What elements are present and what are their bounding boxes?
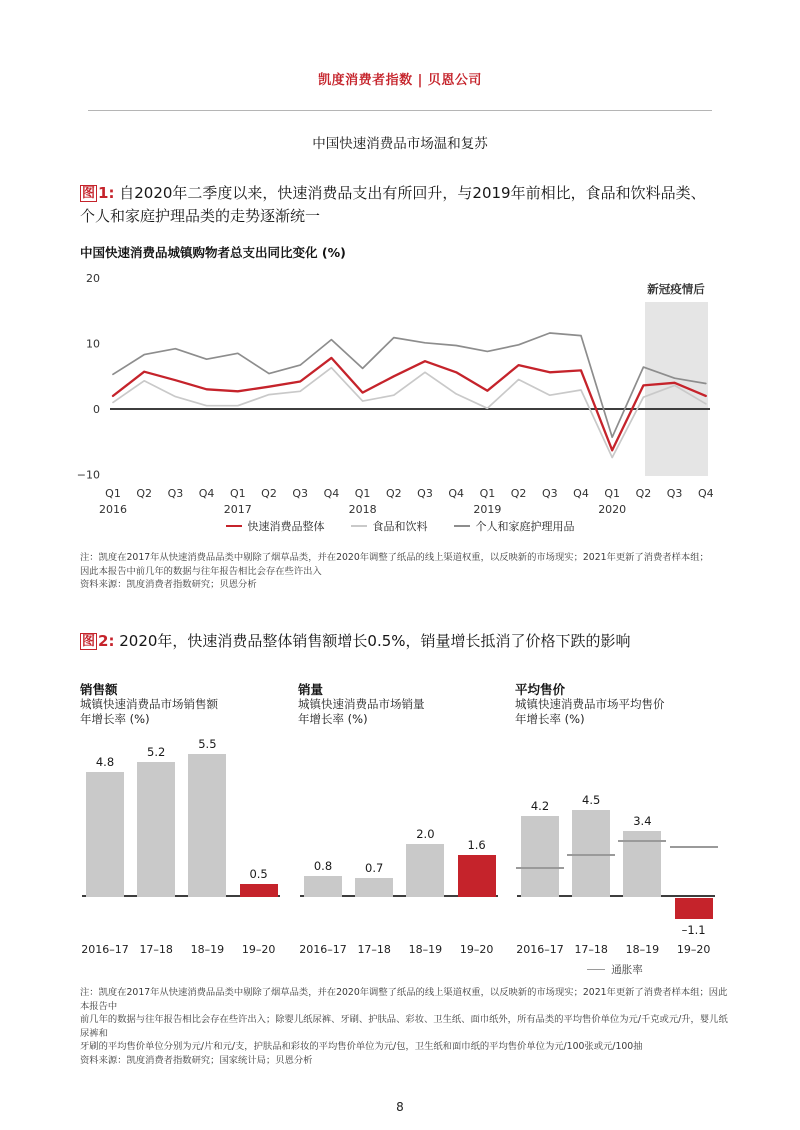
bar-category-label: 19–20 <box>241 943 276 956</box>
bar-value-label: 2.0 <box>416 827 435 841</box>
figure2-badge-icon: 图 <box>82 634 96 649</box>
bar-chart-volume <box>298 666 503 986</box>
x-axis-tick-label: Q2 <box>510 487 527 500</box>
bar-chart-sales-value <box>80 666 285 986</box>
note-line: 前几年的数据与往年报告相比会存在些许出入；除婴儿纸尿裤、牙刷、护肤品、彩妆、卫生纸、面巾纸外，所有品类的平均售价单位为元/千克或元/升，婴儿纸尿裤和 <box>80 1014 728 1039</box>
bar-value-label: 5.5 <box>198 737 217 751</box>
note-line: 牙刷的平均售价单位分别为元/片和元/支，护肤品和彩妆的平均售价单位为元/包，卫生纸和面巾纸的平均售价单位为元/100张或元/100抽 <box>80 1041 643 1052</box>
figure2-number: 2: <box>98 632 115 650</box>
bar-category-label: 18–19 <box>190 943 225 956</box>
x-axis-tick-label: Q3 <box>167 487 184 500</box>
x-axis-tick-label: Q1 <box>604 487 621 500</box>
subtitle-line: 年增长率 (%) <box>80 712 150 726</box>
x-axis-tick-label: Q4 <box>448 487 465 500</box>
figure1-caption-text: 自2020年二季度以来，快速消费品支出有所回升，与2019年前相比，食品和饮料品类、个人和家庭护理品类的走势逐渐统一 <box>80 184 706 225</box>
covid-annotation-label: 新冠疫情后 <box>647 282 705 296</box>
bar-2016–17 <box>304 876 342 897</box>
dark-gray-line-icon <box>454 525 470 528</box>
header-divider <box>88 110 712 111</box>
bar-19–20 <box>240 884 278 897</box>
x-axis-year-label: 2017 <box>223 503 252 516</box>
figure2-notes <box>80 986 730 1067</box>
bar-category-label: 19–20 <box>459 943 494 956</box>
bar-17–18 <box>137 762 175 897</box>
x-axis-tick-label: Q4 <box>573 487 589 500</box>
x-axis-year-label: 2020 <box>598 503 627 516</box>
legend-item-personal-home-care <box>454 518 575 534</box>
x-axis-year-label: 2018 <box>348 503 377 516</box>
legend-item-fmcg-total <box>226 518 325 534</box>
bar-value-label: –1.1 <box>681 923 706 938</box>
y-axis-tick-label: −10 <box>76 468 100 482</box>
inflation-marker <box>670 846 718 848</box>
figure2-caption <box>80 630 716 653</box>
x-axis-tick-label: Q1 <box>479 487 496 500</box>
figure1-notes <box>80 551 730 592</box>
note-line: 因此本报告中前几年的数据与往年报告相比会存在些许出入 <box>80 565 322 577</box>
bar-2016–17 <box>86 772 124 897</box>
x-axis-tick-label: Q2 <box>261 487 277 500</box>
bar-category-label: 19–20 <box>676 943 711 956</box>
subtitle-line: 城镇快速消费品市场销量 <box>298 697 425 711</box>
bar-chart-title: 销量 <box>298 682 324 697</box>
line-chart-legend <box>80 518 720 534</box>
x-axis-tick-label: Q4 <box>697 487 714 500</box>
subtitle-line: 城镇快速消费品市场平均售价 <box>515 697 665 711</box>
bar-category-label: 18–19 <box>408 943 443 956</box>
inflation-legend <box>515 962 715 977</box>
legend-label: 个人和家庭护理用品 <box>475 520 575 533</box>
bar-value-label: 5.2 <box>147 744 166 759</box>
bar-chart-title: 销售额 <box>80 682 118 697</box>
x-axis-tick-label: Q2 <box>635 487 652 500</box>
x-axis-tick-label: Q4 <box>198 487 215 500</box>
bar-value-label: 0.8 <box>313 858 333 873</box>
subtitle-line: 年增长率 (%) <box>298 712 368 726</box>
x-axis-tick-label: Q3 <box>417 487 433 500</box>
bar-19–20 <box>458 855 496 897</box>
bar-value-label: 4.2 <box>530 798 550 813</box>
bar-chart-title: 平均售价 <box>515 682 566 697</box>
y-axis-tick-label: 10 <box>86 337 100 351</box>
bar-category-label: 17–18 <box>139 943 173 956</box>
figure1-line-chart <box>70 265 720 517</box>
page-subtitle: 中国快速消费品市场温和复苏 <box>312 136 488 152</box>
x-axis-year-label: 2019 <box>473 503 502 516</box>
bar-2016–17 <box>521 816 559 897</box>
figure1-badge-icon: 图 <box>82 186 96 201</box>
bar-category-label: 17–18 <box>574 943 608 956</box>
inflation-line-icon <box>587 969 605 971</box>
bar-value-label: 1.6 <box>467 837 486 852</box>
note-line: 资料来源：凯度消费者指数研究；国家统计局；贝恩分析 <box>80 1054 313 1066</box>
note-line: 注：凯度在2017年从快速消费品品类中剔除了烟草品类，并在2020年调整了纸品的线上渠道权重，以反映新的市场现实；2021年更新了消费者样本组；因此本报告中 <box>80 987 728 1012</box>
x-axis-tick-label: Q1 <box>354 487 371 500</box>
x-axis-tick-label: Q3 <box>666 487 683 500</box>
inflation-marker <box>516 867 564 869</box>
light-gray-line-icon <box>351 525 367 528</box>
bar-chart-subtitle <box>80 697 218 727</box>
x-axis-tick-label: Q3 <box>292 487 309 500</box>
subtitle-line: 年增长率 (%) <box>515 712 585 726</box>
bar-value-label: 0.5 <box>249 867 268 881</box>
report-brand: 凯度消费者指数 | 贝恩公司 <box>318 73 482 88</box>
series-line-2 <box>113 333 706 437</box>
inflation-marker <box>567 854 615 856</box>
bar-category-label: 17–18 <box>357 943 391 956</box>
inflation-marker <box>618 840 666 842</box>
red-line-icon <box>226 525 242 528</box>
x-axis-tick-label: Q2 <box>385 487 402 500</box>
page-number: 8 <box>396 1100 404 1114</box>
bar-value-label: 0.7 <box>365 861 384 876</box>
bar-chart-average-price <box>515 666 720 986</box>
note-line: 资料来源：凯度消费者指数研究；贝恩分析 <box>80 579 257 590</box>
inflation-legend-label: 通胀率 <box>611 964 643 976</box>
bar-value-label: 3.4 <box>633 814 652 829</box>
bar-18–19 <box>188 754 226 897</box>
x-axis-tick-label: Q1 <box>105 487 121 500</box>
bar-chart-subtitle <box>515 697 665 727</box>
bar-category-label: 2016–17 <box>299 943 347 956</box>
figure2-caption-text: 2020年，快速消费品整体销售额增长0.5%，销量增长抵消了价格下跌的影响 <box>119 632 631 650</box>
y-axis-tick-label: 0 <box>93 403 100 416</box>
bar-17–18 <box>355 878 393 897</box>
figure1-caption <box>80 182 716 228</box>
note-line: 注：凯度在2017年从快速消费品品类中剔除了烟草品类，并在2020年调整了纸品的线上渠道权重，以反映新的市场现实；2021年更新了消费者样本组； <box>80 552 709 563</box>
x-axis-tick-label: Q4 <box>323 487 340 500</box>
covid-period-shade <box>645 302 708 476</box>
y-axis-tick-label: 20 <box>86 272 100 285</box>
figure1-number: 1: <box>98 184 115 202</box>
bar-chart-subtitle <box>298 697 425 727</box>
legend-label: 快速消费品整体 <box>247 520 325 533</box>
x-axis-tick-label: Q1 <box>229 487 246 500</box>
series-line-1 <box>113 368 706 458</box>
bar-18–19 <box>406 844 444 897</box>
bar-category-label: 18–19 <box>625 943 660 956</box>
legend-label: 食品和饮料 <box>372 520 428 533</box>
x-axis-tick-label: Q2 <box>136 487 153 500</box>
bar-category-label: 2016–17 <box>81 943 129 956</box>
x-axis-tick-label: Q3 <box>541 487 558 500</box>
bar-value-label: 4.5 <box>582 793 601 808</box>
line-chart-title: 中国快速消费品城镇购物者总支出同比变化 (%) <box>80 245 346 260</box>
bar-19–20 <box>675 898 713 919</box>
bar-value-label: 4.8 <box>95 755 115 770</box>
x-axis-year-label: 2016 <box>99 503 127 516</box>
subtitle-line: 城镇快速消费品市场销售额 <box>80 697 218 711</box>
bar-category-label: 2016–17 <box>516 943 564 956</box>
legend-item-food-beverage <box>351 518 428 534</box>
